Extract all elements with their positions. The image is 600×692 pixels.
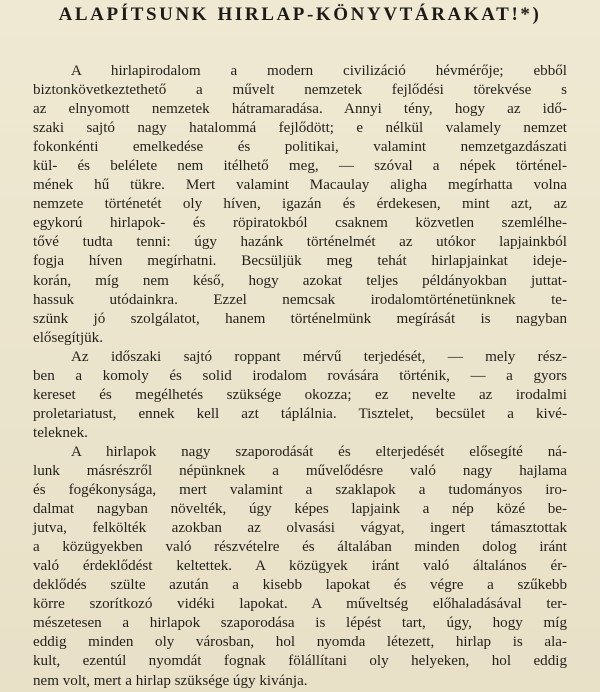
text-line: korán, míg nem késő, hogy azokat teljes példányokban juttat- (33, 272, 567, 289)
text-line: való érdeklődést keltettek. A közügyek iránt való általános ér- (33, 558, 567, 575)
text-line: kereset és megélhetés szüksége okozza; ez nevelte az irodalmi (33, 386, 567, 403)
text-line: kül- és belélete nem itélhető meg, — szóval a népek történel- (33, 158, 567, 175)
text-line: Az időszaki sajtó roppant mérvű terjedését, — mely rész- (71, 348, 567, 365)
text-line: deklődés szülte azután a kisebb lapokat és végre a szűkebb (33, 577, 567, 594)
text-line: fogja híven megírhatni. Becsüljük meg tehát hirlapjainkat ideje- (33, 253, 567, 270)
text-line: dalmat nagyban növelték, úgy képes lapjaink a nép közé be- (33, 501, 567, 518)
text-line: mének hű tükre. Mert valamint Macaulay aligha megírhatta volna (33, 177, 567, 194)
text-line: a közügyekben való részvételre és általában minden dolog iránt (33, 539, 567, 556)
text-line: A hirlapirodalom a modern civilizáció hévmérője; ebből (71, 63, 567, 79)
text-line: biztonkövetkeztethető a művelt nemzetek fejlődési törekvése s (33, 82, 567, 99)
text-line: szaki sajtó nagy hatalommá fejlődött; e nélkül valamely nemzet (33, 120, 567, 137)
text-line: proletariatust, ennek kell azt táplálnia. Tisztelet, becsület a kivé- (33, 405, 567, 422)
text-line: nem volt, mert a hirlap szüksége úgy kivánja. (33, 672, 308, 689)
text-line: és fogékonysága, mert valamint a szaklapok a tudományos iro- (33, 482, 567, 499)
text-line: A hirlapok nagy szaporodását és elterjedését elősegíté ná- (71, 443, 567, 460)
text-line: szünk jó szolgálatot, hanem történelmünk megírását is nagyban (33, 310, 567, 327)
text-line: teleknek. (33, 424, 88, 441)
text-line: eddig minden oly városban, hol nyomda létezett, hirlap is ala- (33, 634, 567, 651)
text-line: fokonkénti emelkedése és politikai, valamint nemzetgazdászati (33, 139, 567, 156)
text-line: lunk másrészről népünknek a művelődésre való nagy hajlama (33, 462, 567, 479)
text-line: mészetesen a hirlapok szaporodása is lépést tart, úgy, hogy míg (33, 615, 567, 632)
article-body (33, 62, 567, 691)
article-title: ALAPÍTSUNK HIRLAP-KÖNYVTÁRAKAT!*) (58, 4, 542, 25)
text-line: az elnyomott nemzetek hátramaradása. Annyi tény, hogy az idő- (33, 101, 567, 118)
text-line: ben a komoly és solid irodalom rovására történik, — a gyors (33, 367, 567, 384)
text-line: jutva, felkölték azokban az olvasási vágyat, ingert támasztottak (33, 520, 567, 537)
text-line: körre szorítkozó vidéki lapokat. A műveltség előhaladásával ter- (33, 596, 567, 613)
text-line: nemzete történetét oly híven, igazán és érdekesen, mint azt, az (33, 196, 567, 213)
text-line: elősegítjük. (33, 329, 104, 346)
text-line: hassuk utódainkra. Ezzel nemcsak irodalomtörténetünknek te- (33, 291, 567, 308)
text-line: kult, ezentúl nyomdát fognak fölállítani oly helyeken, hol eddig (33, 653, 567, 670)
text-line: tővé tudta tenni: úgy hazánk történelmét az utókor lapjainkból (33, 234, 567, 251)
text-line: egykorú hirlapok- és röpiratokból csaknem közvetlen szemlélhe- (33, 215, 567, 232)
